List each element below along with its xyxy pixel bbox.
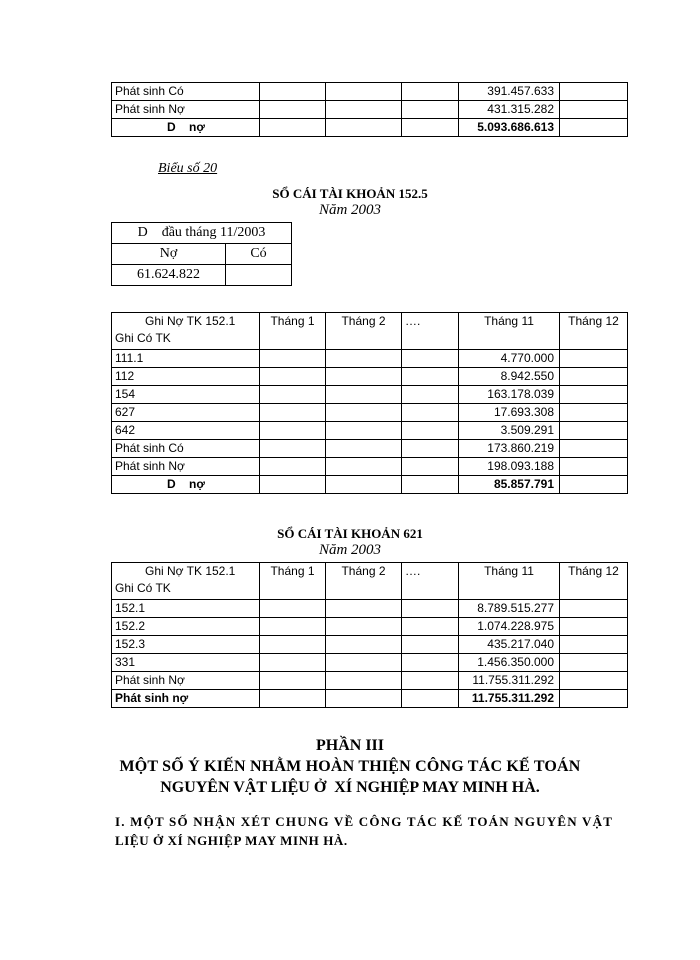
table-row	[112, 672, 628, 690]
table-header-row	[112, 313, 628, 350]
row-label: Phát sinh Nợ	[112, 458, 260, 476]
row-value: 8.942.550	[459, 368, 560, 386]
row-value: 8.789.515.277	[459, 600, 560, 618]
row-value: 173.860.219	[459, 440, 560, 458]
ledger-1525-table	[111, 312, 628, 494]
table-row	[112, 600, 628, 618]
table-row	[112, 618, 628, 636]
row-value: 163.178.039	[459, 386, 560, 404]
row-label: 627	[112, 404, 260, 422]
ledger-1525-year: Năm 2003	[318, 202, 382, 218]
header-thang12: Tháng 12	[560, 563, 628, 600]
header-label-line1: Ghi Nợ TK 152.1	[145, 564, 236, 578]
table-row	[112, 458, 628, 476]
opening-col-co: Có	[226, 244, 292, 265]
row-label: 152.1	[112, 600, 260, 618]
header-label-line1: Ghi Nợ TK 152.1	[145, 314, 236, 328]
row-value: 198.093.188	[459, 458, 560, 476]
table-row	[112, 440, 628, 458]
row-value: 11.755.311.292	[459, 690, 560, 708]
row-value: 1.456.350.000	[459, 654, 560, 672]
header-label-cell	[112, 563, 260, 600]
table-row	[112, 83, 628, 101]
header-thang12: Tháng 12	[560, 313, 628, 350]
row-value: 3.509.291	[459, 422, 560, 440]
header-label-cell	[112, 313, 260, 350]
header-label-line2: Ghi Có TK	[115, 331, 171, 345]
row-label: 112	[112, 368, 260, 386]
opening-balance-header: D đầu tháng 11/2003	[112, 223, 292, 244]
ledger-621-year: Năm 2003	[318, 542, 382, 558]
row-label: Phát sinh Có	[112, 440, 260, 458]
table-row	[112, 101, 628, 119]
header-thang1: Tháng 1	[260, 563, 326, 600]
header-thang2: Tháng 2	[326, 563, 402, 600]
top-ledger-table	[111, 82, 628, 137]
row-label: 642	[112, 422, 260, 440]
row-label: D nợ	[112, 476, 260, 494]
ledger-621-title: SỔ CÁI TÀI KHOẢN 621	[277, 526, 423, 541]
row-label: 111.1	[112, 350, 260, 368]
opening-col-no: Nợ	[112, 244, 226, 265]
row-value: 1.074.228.975	[459, 618, 560, 636]
row-label: 152.2	[112, 618, 260, 636]
part-heading: PHẦN III	[315, 737, 384, 754]
header-dots: ….	[402, 313, 459, 350]
ledger-621-table	[111, 562, 628, 708]
table-row	[112, 690, 628, 708]
header-dots: ….	[402, 563, 459, 600]
row-label: 152.3	[112, 636, 260, 654]
ledger-1525-title: SỔ CÁI TÀI KHOẢN 152.5	[272, 186, 428, 201]
table-row	[112, 654, 628, 672]
section-heading-line1: I. MỘT SỐ NHẬN XÉT CHUNG VỀ CÔNG TÁC KẾ TOÁN NGUYÊN VẬT	[115, 814, 614, 829]
table-row	[112, 119, 628, 137]
row-value: 431.315.282	[459, 101, 560, 119]
table-row	[112, 386, 628, 404]
header-thang2: Tháng 2	[326, 313, 402, 350]
section-heading-line2: LIỆU Ở XÍ NGHIỆP MAY MINH HÀ.	[115, 833, 348, 848]
part-title-line2: NGUYÊN VẬT LIỆU Ở XÍ NGHIỆP MAY MINH HÀ.	[160, 779, 540, 796]
header-thang11: Tháng 11	[459, 563, 560, 600]
table-row	[112, 404, 628, 422]
bieu-so-label: Biểu số 20	[158, 161, 218, 176]
table-header-row	[112, 563, 628, 600]
table-row	[112, 350, 628, 368]
row-value: 5.093.686.613	[459, 119, 560, 137]
opening-no-value: 61.624.822	[112, 265, 226, 286]
row-label: Phát sinh Nợ	[112, 672, 260, 690]
table-row	[112, 422, 628, 440]
opening-co-value	[226, 265, 292, 286]
table-row	[112, 368, 628, 386]
row-value: 391.457.633	[459, 83, 560, 101]
row-value: 11.755.311.292	[459, 672, 560, 690]
row-label: 331	[112, 654, 260, 672]
row-value: 435.217.040	[459, 636, 560, 654]
header-thang1: Tháng 1	[260, 313, 326, 350]
header-label-line2: Ghi Có TK	[115, 581, 171, 595]
row-label: D nợ	[112, 119, 260, 137]
opening-balance-table	[111, 222, 292, 286]
row-label: 154	[112, 386, 260, 404]
row-label: Phát sinh Có	[112, 83, 260, 101]
row-value: 17.693.308	[459, 404, 560, 422]
row-value: 4.770.000	[459, 350, 560, 368]
row-label: Phát sinh nợ	[112, 690, 260, 708]
row-label: Phát sinh Nợ	[112, 101, 260, 119]
header-thang11: Tháng 11	[459, 313, 560, 350]
part-title-line1: MỘT SỐ Ý KIẾN NHẰM HOÀN THIỆN CÔNG TÁC KẾ TOÁN	[119, 758, 581, 775]
table-row	[112, 476, 628, 494]
row-value: 85.857.791	[459, 476, 560, 494]
table-row	[112, 636, 628, 654]
